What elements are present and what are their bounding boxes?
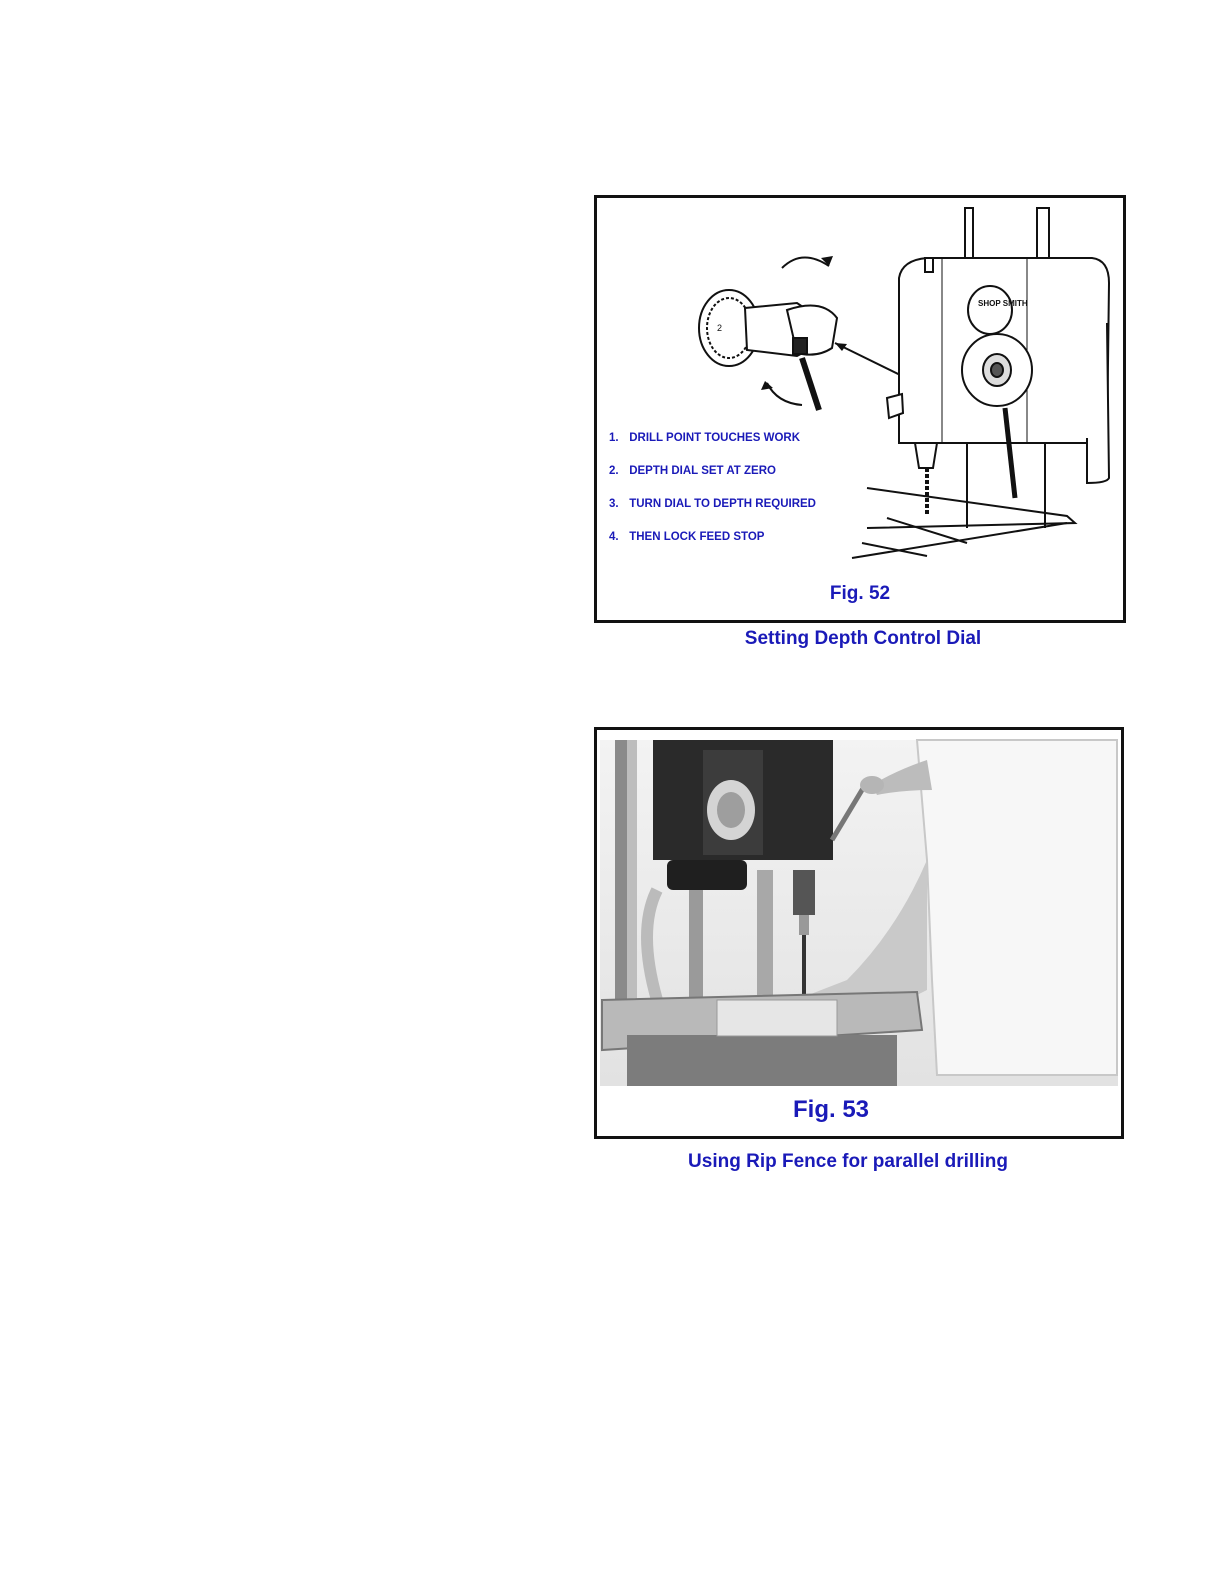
figure-52 <box>594 195 1126 623</box>
figure-caption: Setting Depth Control Dial <box>744 628 982 649</box>
dial-number: 2 <box>717 323 723 333</box>
drill-press-photo <box>597 730 1121 1136</box>
instruction-step: 3. TURN DIAL TO DEPTH REQUIRED <box>609 498 816 510</box>
instruction-step: 1. DRILL POINT TOUCHES WORK <box>609 432 801 444</box>
figure-53 <box>594 727 1124 1139</box>
figure-label: Fig. 53 <box>793 1096 870 1123</box>
logo-text: SHOP SMITH <box>978 299 1028 308</box>
instruction-step: 4. THEN LOCK FEED STOP <box>609 531 765 543</box>
instruction-list <box>609 430 816 562</box>
instruction-step: 2. DEPTH DIAL SET AT ZERO <box>609 465 776 477</box>
figure-caption: Using Rip Fence for parallel drilling <box>688 1151 1008 1172</box>
figure-label: Fig. 52 <box>829 583 891 604</box>
